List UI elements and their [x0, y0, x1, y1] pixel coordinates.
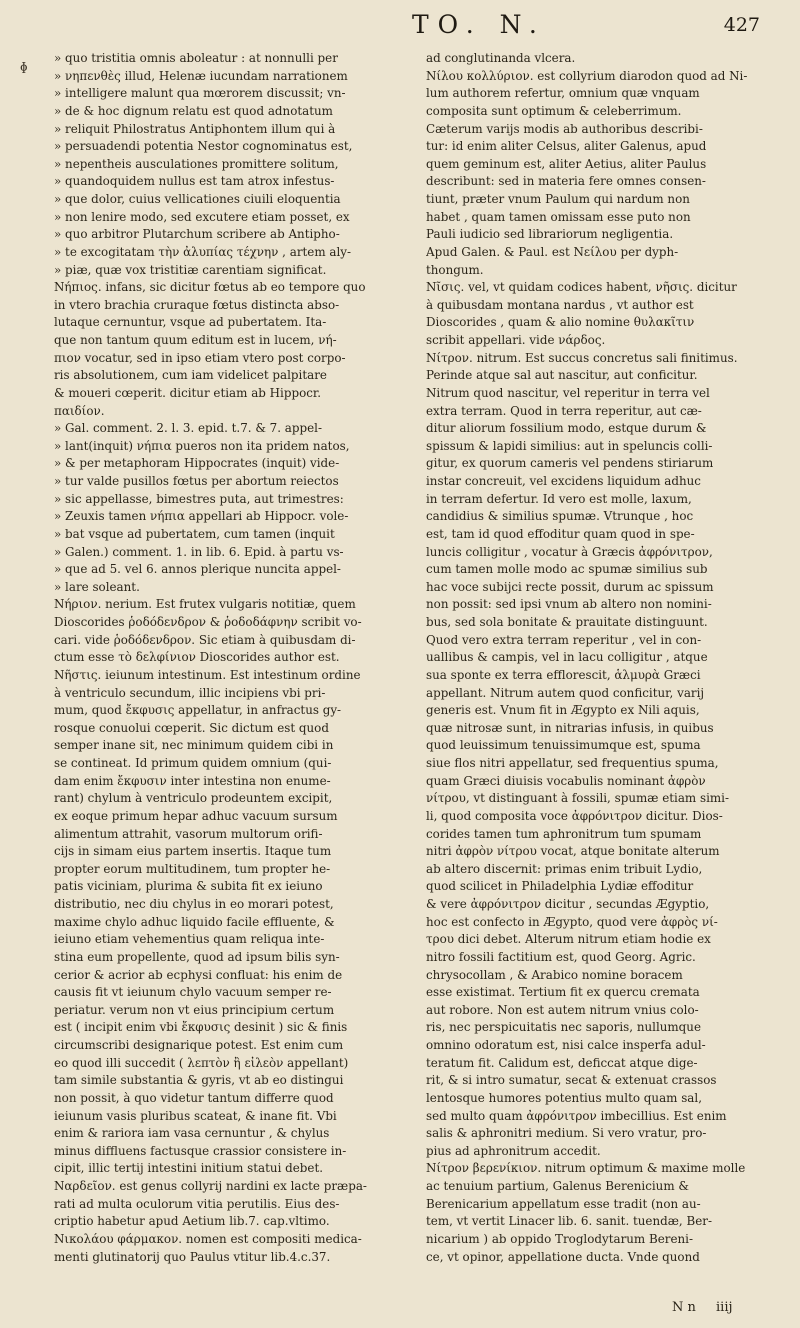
text-line: » quo tristitia omnis aboleatur : at nonnulli per — [54, 51, 338, 65]
text-line: Νικολάου φάρμακον. nomen est compositi medica- — [54, 1231, 362, 1246]
text-line: à ventriculo secundum, illic incipiens vbi pri- — [54, 685, 326, 700]
text-line: aut robore. Non est autem nitrum vnius colo- — [426, 1002, 699, 1017]
text-line: rati ad multa oculorum vitia perutilis. Eius des- — [54, 1196, 340, 1211]
text-line: ab altero discernit: primas enim tribuit Lydio, — [426, 861, 703, 876]
text-line: cari. vide ῥοδόδενδρον. Sic etiam à quibusdam di- — [54, 632, 356, 647]
text-line: ris, nec perspicuitatis nec saporis, nullumque — [426, 1020, 701, 1035]
text-line: extra terram. Quod in terra reperitur, aut cæ- — [426, 403, 702, 418]
text-line: Νήπιος. infans, sic dicitur fœtus ab eo tempore quo — [54, 280, 366, 295]
text-line: quam Græci diuisis vocabulis nominant ἀφρὸν — [426, 773, 706, 788]
text-line: ctum esse τὸ δελφίνιον Dioscorides author est. — [54, 650, 340, 665]
text-line: omnino odoratum est, nisi calce insperfa adul- — [426, 1038, 706, 1052]
text-line: chrysocollam , & Arabico nomine boracem — [426, 967, 683, 982]
text-line: spissum & lapidi similius: aut in speluncis colli- — [426, 438, 713, 453]
text-line: παιδίον. — [54, 403, 105, 418]
text-line: est, tam id quod effoditur quam quod in spe- — [426, 526, 695, 541]
text-line: πιον vocatur, sed in ipso etiam vtero post corpo- — [54, 350, 346, 365]
text-line: luncis colligitur , vocatur à Græcis ἀφρόνιτρον, — [426, 544, 713, 559]
text-line: & vere ἀφρόνιτρον dicitur , secundas Ægyptio, — [426, 897, 710, 911]
text-line: li, quod composita voce ἀφρόνιτρον dicitur. Dios- — [426, 808, 723, 823]
text-line: scribit appellari. vide νάρδος. — [426, 333, 606, 347]
text-line: tam simile substantia & gyris, vt ab eo distingui — [54, 1073, 344, 1088]
text-line: quæ nitrosæ sunt, in nitrarias infusis, in quibus — [426, 720, 714, 735]
text-line: lentosque humores potentius multo quam sal, — [426, 1090, 702, 1105]
text-line: non possit: sed ipsi vnum ab altero non nomini- — [426, 597, 712, 612]
text-line: esse existimat. Tertium fit ex quercu cremata — [426, 985, 700, 1000]
text-line: periatur. verum non vt eius principium certum — [54, 1002, 335, 1017]
text-line: eo quod illi succedit ( λεπτὸν ἢ εἰλεὸν appellant) — [54, 1055, 349, 1070]
left-column — [54, 50, 412, 1266]
text-line: instar concreuit, vel excidens liquidum adhuc — [426, 474, 701, 488]
text-line: rosque conuolui cœperit. Sic dictum est quod — [54, 720, 329, 735]
text-line: criptio habetur apud Aetium lib.7. cap.vltimo. — [54, 1214, 330, 1229]
text-line: maxime chylo adhuc liquido facile effluente, & — [54, 914, 335, 929]
text-line: ieiunum vasis pluribus scateat, & inane fit. Vbi — [54, 1108, 337, 1123]
text-line: nitri ἀφρὸν νίτρου vocat, atque bonitate alterum — [426, 844, 720, 859]
text-line: » lare soleant. — [54, 579, 140, 594]
text-line: » Galen.) comment. 1. in lib. 6. Epid. à partu vs- — [54, 544, 344, 559]
text-line: Νῆστις. ieiunum intestinum. Est intestinum ordine — [54, 667, 361, 682]
text-line: » que ad 5. vel 6. annos plerique nuncita appel- — [54, 562, 341, 577]
text-line: minus diffluens factusque crassior consistere in- — [54, 1143, 347, 1158]
text-line: describunt: sed in materia fere omnes consen- — [426, 174, 706, 189]
text-line: nicarium ) ab oppido Troglodytarum Bereni- — [426, 1231, 693, 1246]
text-line: habet , quam tamen omissam esse puto non — [426, 209, 691, 224]
text-line: hac voce subijci recte possit, durum ac spissum — [426, 579, 714, 594]
text-line: Νήριον. nerium. Est frutex vulgaris notitiæ, quem — [54, 597, 356, 612]
text-line: » sic appellasse, bimestres puta, aut trimestres: — [54, 491, 344, 506]
text-line: Apud Galen. & Paul. est Νείλου per dyph- — [426, 244, 679, 259]
text-line: mum, quod ἔκφυσις appellatur, in anfractus gy- — [54, 703, 342, 718]
text-line: » persuadendi potentia Nestor cognominatus est, — [54, 139, 353, 154]
text-line: » de & hoc dignum relatu est quod adnotatum — [54, 103, 333, 118]
text-line: ex eoque primum hepar adhuc vacuum sursum — [54, 808, 338, 823]
text-line: ad conglutinanda vlcera. — [426, 51, 576, 65]
text-line: » lant(inquit) νήπια pueros non ita pridem natos, — [54, 438, 350, 453]
page-footer — [672, 1300, 762, 1322]
text-line: » tur valde pusillos fœtus per abortum reiectos — [54, 474, 339, 488]
text-line: Quod vero extra terram reperitur , vel in con- — [426, 632, 702, 647]
text-line: Dioscorides ῥοδόδενδρον & ῥοδοδάφνην scribit vo- — [54, 615, 362, 629]
text-line: » & per metaphoram Hippocrates (inquit) vide- — [54, 456, 340, 471]
text-line: Νίτρον βερενίκιον. nitrum optimum & maxime molle — [426, 1161, 746, 1176]
text-line: alimentum attrahit, vasorum multorum orifi- — [54, 826, 323, 841]
text-line: in vtero brachia cruraque fœtus distincta abso- — [54, 297, 340, 312]
text-line: distributio, nec diu chylus in eo morari potest, — [54, 897, 334, 911]
text-line: » nepentheis ausculationes promittere solitum, — [54, 156, 339, 171]
signature-mark: N n — [672, 1300, 696, 1315]
text-line: » reliquit Philostratus Antiphontem illum qui à — [54, 121, 336, 136]
text-line: à quibusdam montana nardus , vt author est — [426, 297, 694, 312]
text-line: bus, sed sola bonitate & prauitate distinguunt. — [426, 615, 708, 629]
page-header — [0, 10, 800, 40]
margin-mark: ᶲ — [20, 58, 28, 82]
text-line: lum authorem refertur, omnium quæ vnquam — [426, 86, 700, 101]
text-line: cerior & acrior ab ecphysi confluat: his enim de — [54, 967, 343, 982]
text-line: lutaque cernuntur, vsque ad pubertatem. Ita- — [54, 315, 327, 330]
text-line: Perinde atque sal aut nascitur, aut conficitur. — [426, 368, 698, 383]
text-line: » quo arbitror Plutarchum scribere ab Antipho- — [54, 227, 340, 242]
text-line: non possit, à quo videtur tantum differre quod — [54, 1090, 334, 1105]
text-line: Nitrum quod nascitur, vel reperitur in terra vel — [426, 385, 710, 400]
text-line: » que dolor, cuius vellicationes ciuili eloquentia — [54, 192, 341, 206]
text-line: » Gal. comment. 2. l. 3. epid. t.7. & 7. appel- — [54, 421, 322, 436]
text-line: sua sponte ex terra efflorescit, ἁλμυρὰ Græci — [426, 667, 701, 682]
text-line: Ναρδεῖον. est genus collyrij nardini ex lacte præpa- — [54, 1179, 367, 1193]
text-line: stina eum propellente, quod ad ipsum bilis syn- — [54, 949, 340, 964]
text-line: & moueri cœperit. dicitur etiam ab Hippocr. — [54, 385, 322, 400]
text-line: cum tamen molle modo ac spumæ similius sub — [426, 562, 708, 577]
text-line: » Zeuxis tamen νήπια appellari ab Hippocr. vole- — [54, 509, 349, 524]
text-line: thongum. — [426, 262, 484, 277]
text-line: corides tamen tum aphronitrum tum spumam — [426, 826, 702, 841]
page-number: 427 — [723, 14, 760, 36]
text-line: semper inane sit, nec minimum quidem cibi in — [54, 738, 334, 753]
text-line: νίτρου, vt distinguant à fossili, spumæ etiam simi- — [426, 791, 729, 806]
text-line: candidius & similius spumæ. Vtrunque , hoc — [426, 509, 694, 524]
text-line: rant) chylum à ventriculo prodeuntem excipit, — [54, 791, 333, 806]
running-title: TO. N. — [412, 10, 546, 39]
text-line: Νίτρον. nitrum. Est succus concretus sali finitimus. — [426, 350, 738, 365]
text-line: ce, vt opinor, appellatione ducta. Vnde quond — [426, 1249, 700, 1264]
text-line: tem, vt vertit Linacer lib. 6. sanit. tuendæ, Ber- — [426, 1214, 712, 1229]
text-line: que non tantum quum editum est in lucem, νή- — [54, 333, 337, 347]
text-line: Dioscorides , quam & alio nomine θυλακῖτιν — [426, 315, 695, 330]
text-line: τρου dici debet. Alterum nitrum etiam hodie ex — [426, 932, 711, 947]
text-line: siue flos nitri appellatur, sed frequentius spuma, — [426, 756, 719, 770]
text-line: Νῖσις. vel, vt quidam codices habent, νῆσις. dicitur — [426, 280, 737, 295]
text-line: appellant. Nitrum autem quod conficitur, varij — [426, 685, 705, 700]
text-line: salis & aphronitri medium. Si vero vratur, pro- — [426, 1126, 707, 1141]
text-line: Pauli iudicio sed librariorum negligentia. — [426, 227, 674, 242]
text-line: » quandoquidem nullus est tam atrox infestus- — [54, 174, 335, 189]
text-line: sed multo quam ἀφρόνιτρον imbecillius. Est enim — [426, 1108, 727, 1123]
text-line: dam enim ἔκφυσιν inter intestina non enume- — [54, 773, 331, 788]
text-line: quem geminum est, aliter Aetius, aliter Paulus — [426, 156, 707, 171]
text-line: quod scilicet in Philadelphia Lydiæ effoditur — [426, 879, 694, 894]
text-line: » intelligere malunt qua mœrorem discussit; vn- — [54, 86, 346, 101]
text-line: Νίλου κολλύριον. est collyrium diarodon quod ad Ni- — [426, 68, 748, 83]
catchword: iiij — [716, 1300, 733, 1315]
text-line: menti glutinatorij quo Paulus vtitur lib.4.c.37. — [54, 1249, 331, 1264]
text-line: » piæ, quæ vox tristitiæ carentiam significat. — [54, 262, 327, 277]
right-column — [426, 50, 784, 1266]
text-line: se contineat. Id primum quidem omnium (qui- — [54, 756, 332, 770]
text-line: ieiuno etiam vehementius quam reliqua inte- — [54, 932, 325, 947]
text-line: propter eorum multitudinem, tum propter he- — [54, 861, 331, 876]
text-line: patis viciniam, plurima & subita fit ex ieiuno — [54, 879, 323, 894]
text-line: » bat vsque ad pubertatem, cum tamen (inquit — [54, 526, 335, 541]
text-line: est ( incipit enim vbi ἔκφυσις desinit ) sic & finis — [54, 1020, 348, 1035]
text-line: tur: id enim aliter Celsus, aliter Galenus, apud — [426, 139, 707, 154]
text-line: Cæterum varijs modis ab authoribus describi- — [426, 121, 703, 136]
text-line: enim & rariora iam vasa cernuntur , & chylus — [54, 1126, 330, 1141]
text-line: gitur, ex quorum cameris vel pendens stiriarum — [426, 456, 714, 471]
text-line: circumscribi designarique potest. Est enim cum — [54, 1038, 344, 1052]
text-line: nitro fossili factitium est, quod Georg. Agric. — [426, 949, 696, 964]
text-line: ris absolutionem, cum iam videlicet palpitare — [54, 368, 327, 383]
text-line: quod leuissimum tenuissimumque est, spuma — [426, 738, 701, 753]
text-line: » non lenire modo, sed excutere etiam posset, ex — [54, 209, 350, 224]
text-line: » νηπενθὲς illud, Helenæ iucundam narrationem — [54, 68, 348, 83]
text-line: uallibus & campis, vel in lacu colligitur , atque — [426, 650, 708, 665]
text-line: ditur aliorum fossilium modo, estque durum & — [426, 421, 707, 436]
text-line: in terram defertur. Id vero est molle, laxum, — [426, 491, 692, 506]
text-line: rit, & si intro sumatur, secat & extenuat crassos — [426, 1073, 717, 1088]
text-line: composita sunt optimum & celeberrimum. — [426, 103, 682, 118]
text-line: » te excogitatam τὴν ἀλυπίας τέχνην , artem aly- — [54, 244, 351, 259]
text-line: cijs in simam eius partem insertis. Itaque tum — [54, 844, 332, 859]
text-line: Berenicarium appellatum esse tradit (non au- — [426, 1196, 701, 1211]
text-line: cipit, illic tertij intestini initium statui debet. — [54, 1161, 324, 1176]
text-line: generis est. Vnum fit in Ægypto ex Nili aquis, — [426, 703, 700, 718]
text-line: teratum fit. Calidum est, deficcat atque dige- — [426, 1055, 698, 1070]
text-line: ac tenuium partium, Galenus Berenicium & — [426, 1179, 689, 1193]
text-line: hoc est confecto in Ægypto, quod vere ἀφρὸς νί- — [426, 914, 718, 929]
text-line: tiunt, præter vnum Paulum qui nardum non — [426, 192, 690, 206]
text-line: causis fit vt ieiunum chylo vacuum semper re- — [54, 985, 332, 1000]
text-line: pius ad aphronitrum accedit. — [426, 1143, 601, 1158]
